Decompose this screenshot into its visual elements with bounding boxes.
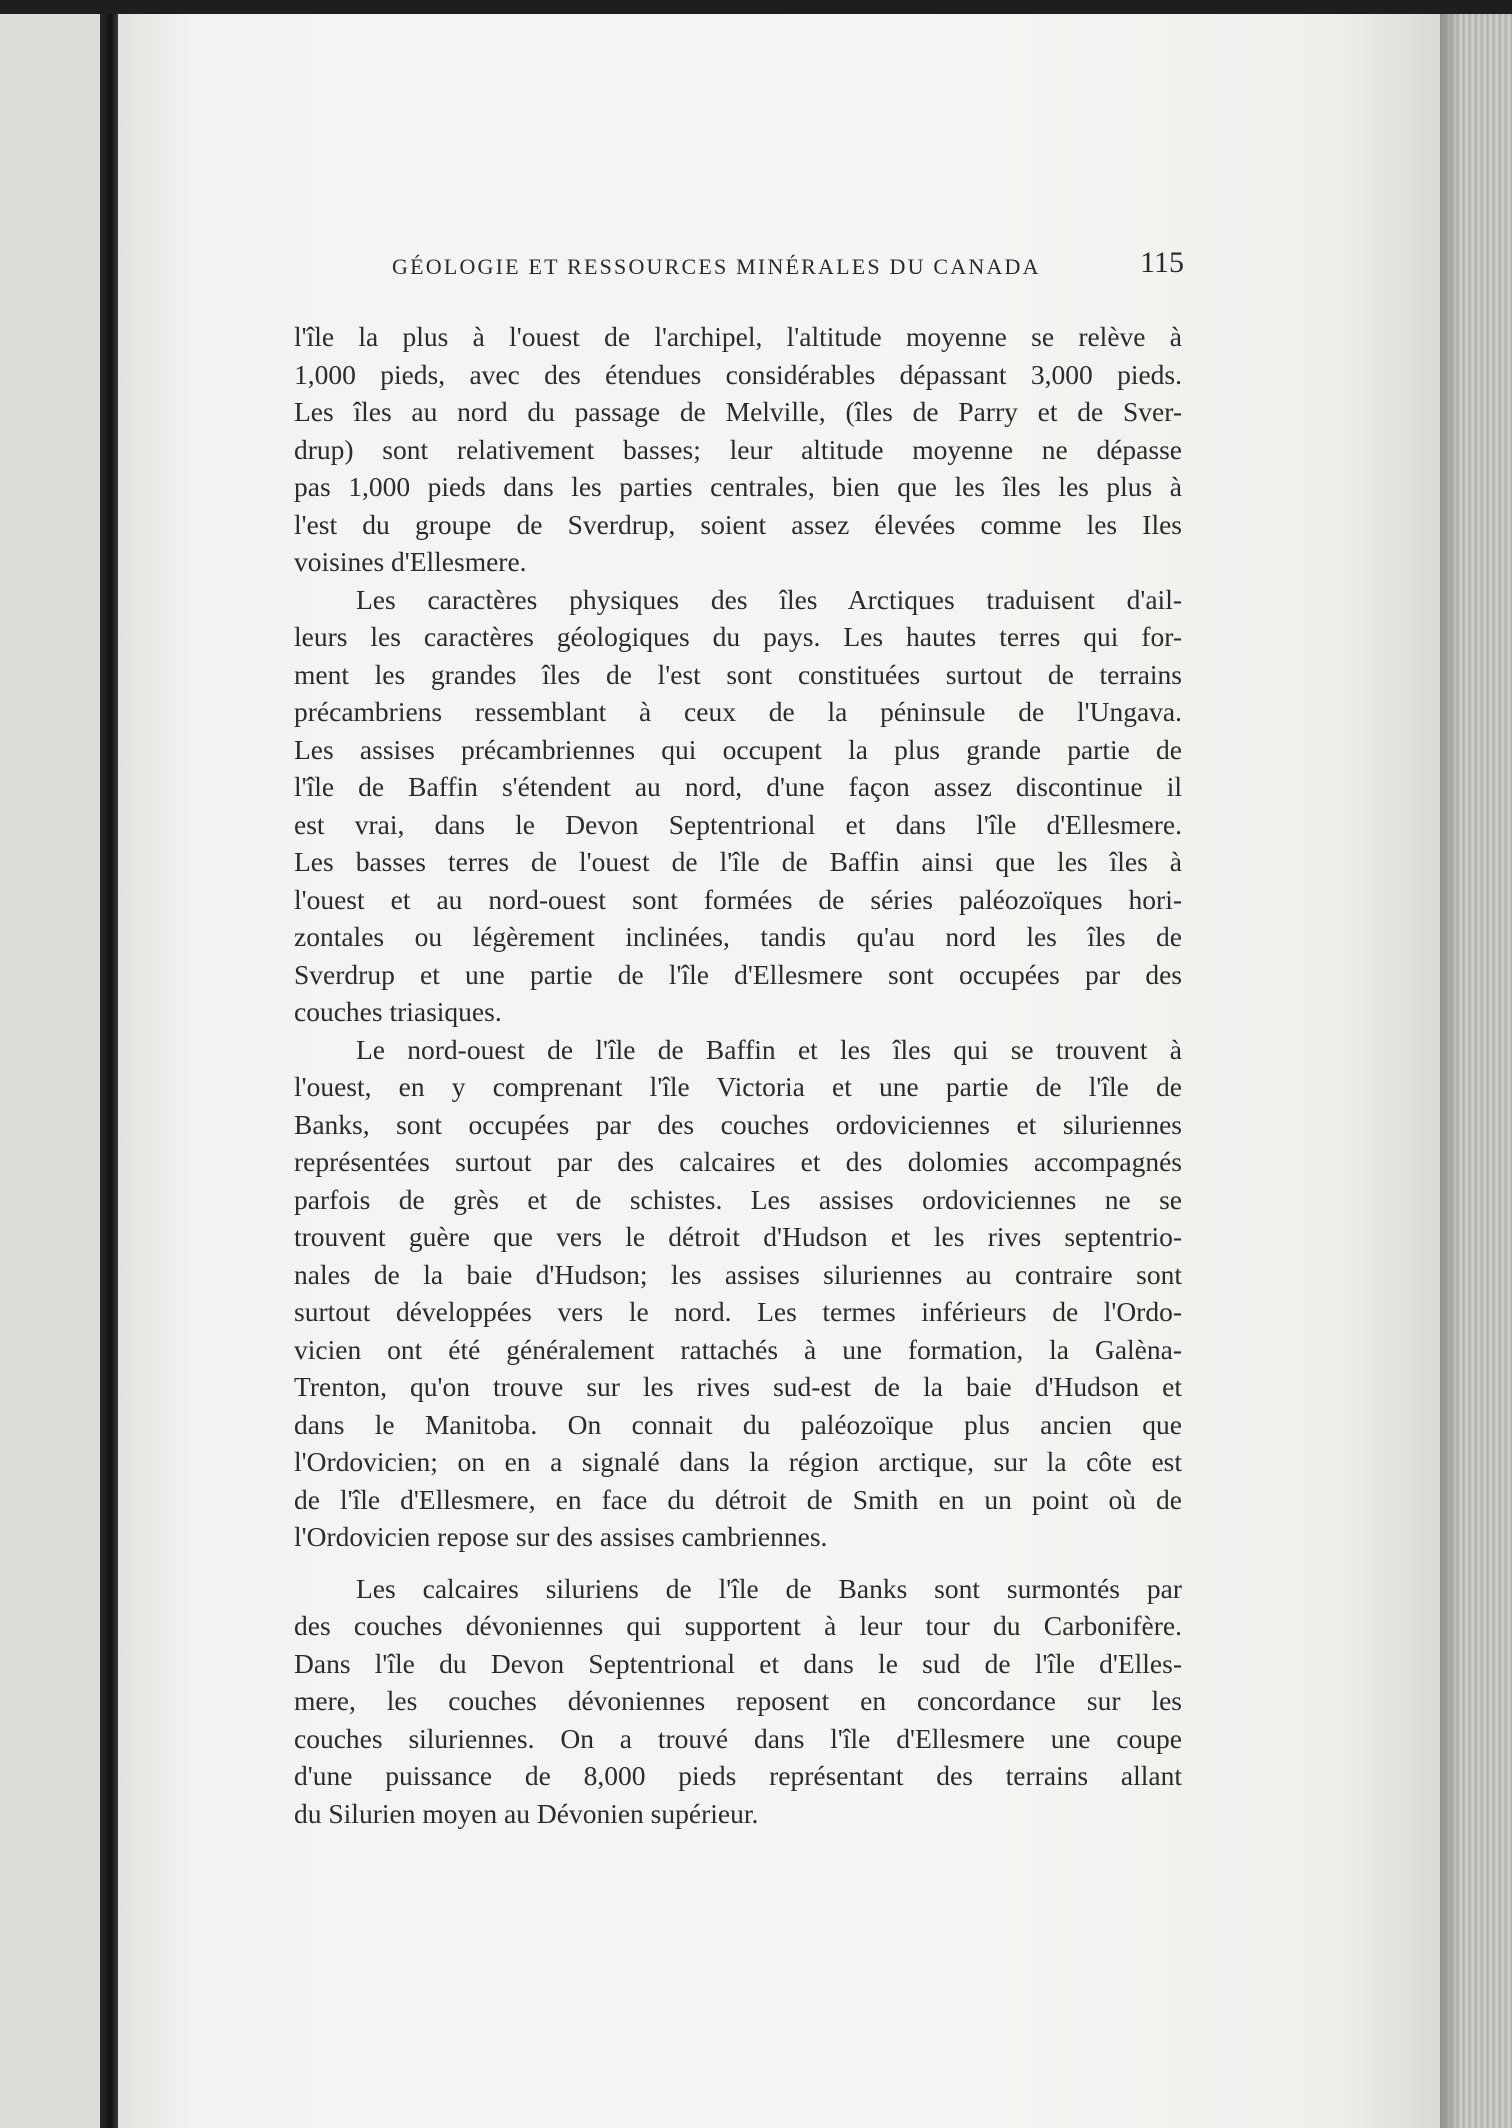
text-line: couches siluriennes. On a trouvé dans l'île d'Ellesmere une coupe [294,1722,1182,1754]
paragraph-3 [294,1031,1182,1556]
text-line: drup) sont relativement basses; leur altitude moyenne ne dépasse [294,433,1182,465]
text-line: mere, les couches dévoniennes reposent en concordance sur les [294,1685,1182,1716]
text-line: vicien ont été généralement rattachés à une formation, la Galèna- [294,1333,1182,1365]
text-line: dans le Manitoba. On connait du paléozoïque plus ancien que [294,1408,1182,1440]
paragraph-1 [294,318,1182,581]
text-line: Les assises précambriennes qui occupent la plus grande partie de [294,733,1182,765]
text-line: voisines d'Ellesmere. [294,546,527,577]
text-line: l'Ordovicien; on en a signalé dans la région arctique, sur la côte est [294,1446,1182,1477]
text-line: Les caractères physiques des îles Arctiques traduisent d'ail- [356,583,1182,615]
text-line: est vrai, dans le Devon Septentrional et dans l'île d'Ellesmere. [294,808,1182,840]
paragraph-2 [294,581,1182,1031]
text-line: Les calcaires siluriens de l'île de Banks sont surmontés par [356,1572,1182,1604]
text-line: Les basses terres de l'ouest de l'île de Baffin ainsi que les îles à [294,846,1182,877]
text-line: nales de la baie d'Hudson; les assises siluriennes au contraire sont [294,1258,1182,1290]
text-line: l'île de Baffin s'étendent au nord, d'une façon assez discontinue il [294,771,1182,802]
text-line: Sverdrup et une partie de l'île d'Ellesmere sont occupées par des [294,958,1182,990]
text-line: couches triasiques. [294,996,502,1027]
scan-top-border [0,0,1512,14]
paragraph-4 [294,1570,1182,1833]
text-line: leurs les caractères géologiques du pays. Les hautes terres qui for- [294,621,1182,652]
book-gutter [100,14,118,2128]
text-line: précambriens ressemblant à ceux de la péninsule de l'Ungava. [294,696,1182,727]
text-line: Trenton, qu'on trouve sur les rives sud-est de la baie d'Hudson et [294,1371,1182,1402]
text-line: l'ouest et au nord-ouest sont formées de séries paléozoïques hori- [294,883,1182,915]
text-line: l'est du groupe de Sverdrup, soient assez élevées comme les Iles [294,508,1182,540]
text-line: Dans l'île du Devon Septentrional et dans le sud de l'île d'Elles- [294,1647,1182,1679]
page-number: 115 [1140,246,1184,279]
running-title: GÉOLOGIE ET RESSOURCES MINÉRALES DU CANADA [392,254,1041,279]
text-line: zontales ou légèrement inclinées, tandis qu'au nord les îles de [294,921,1182,952]
text-line: ment les grandes îles de l'est sont constituées surtout de terrains [294,658,1182,690]
running-head [292,246,1184,286]
text-line: l'île la plus à l'ouest de l'archipel, l'altitude moyenne se relève à [294,321,1182,352]
text-line: des couches dévoniennes qui supportent à leur tour du Carbonifère. [294,1610,1182,1641]
text-line: d'une puissance de 8,000 pieds représentant des terrains allant [294,1760,1182,1791]
text-line: trouvent guère que vers le détroit d'Hudson et les rives septentrio- [294,1221,1182,1252]
text-line: parfois de grès et de schistes. Les assises ordoviciennes ne se [294,1183,1182,1215]
body-text [294,318,1182,1832]
page-stack-edge [1440,14,1512,2128]
text-line: l'Ordovicien repose sur des assises cambriennes. [294,1521,828,1552]
text-line: représentées surtout par des calcaires et des dolomies accompagnés [294,1146,1182,1177]
text-line: 1,000 pieds, avec des étendues considérables dépassant 3,000 pieds. [294,358,1182,390]
facing-page-edge [0,14,100,2128]
paragraph-gap [294,1556,1182,1570]
text-line: du Silurien moyen au Dévonien supérieur. [294,1797,759,1829]
text-line: Le nord-ouest de l'île de Baffin et les îles qui se trouvent à [356,1033,1182,1065]
text-line: l'ouest, en y comprenant l'île Victoria et une partie de l'île de [294,1071,1182,1102]
text-line: Les îles au nord du passage de Melville, (îles de Parry et de Sver- [294,396,1182,427]
text-line: Banks, sont occupées par des couches ordoviciennes et siluriennes [294,1108,1182,1140]
text-line: de l'île d'Ellesmere, en face du détroit de Smith en un point où de [294,1483,1182,1515]
text-line: surtout développées vers le nord. Les termes inférieurs de l'Ordo- [294,1296,1182,1327]
text-line: pas 1,000 pieds dans les parties centrales, bien que les îles les plus à [294,471,1182,502]
